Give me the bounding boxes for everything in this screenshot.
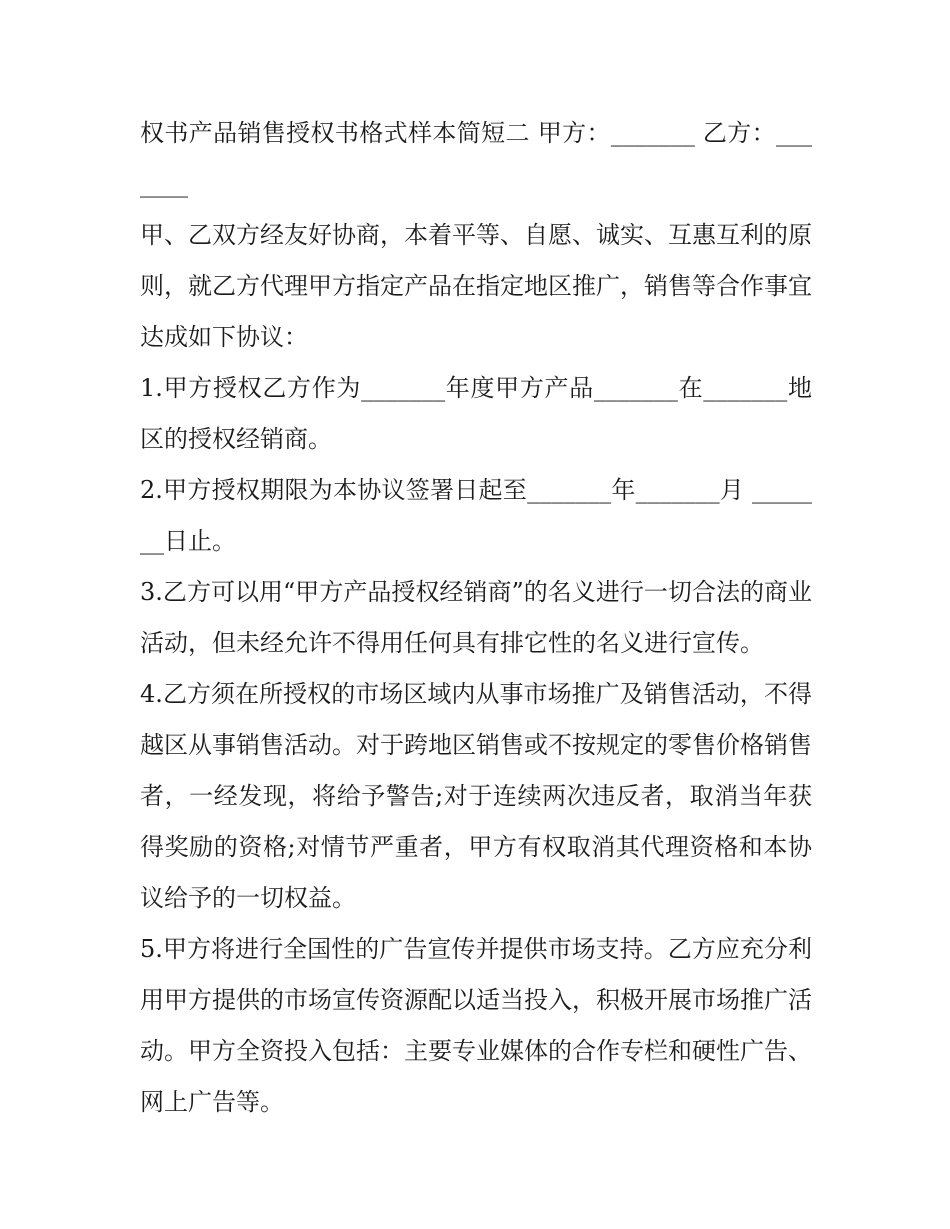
clause-5: 5.甲方将进行全国性的广告宣传并提供市场支持。乙方应充分利用甲方提供的市场宣传资源配以适当投入，积极开展市场推广活动。甲方全资投入包括：主要专业媒体的合作专栏和硬性广告、网上广告等。 <box>140 935 812 1116</box>
clause-3: 3.乙方可以用“甲方产品授权经销商”的名义进行一切合法的商业活动，但未经允许不得用任何具有排它性的名义进行宣传。 <box>140 578 812 657</box>
document-body <box>140 108 812 1128</box>
document-title-paragraph: 权书产品销售授权书格式样本简短二 甲方：_______ 乙方：_______ <box>140 119 812 198</box>
clause-1: 1.甲方授权乙方作为_______年度甲方产品_______在_______地区的授权经销商。 <box>140 374 812 453</box>
clause-4: 4.乙方须在所授权的市场区域内从事市场推广及销售活动，不得越区从事销售活动。对于跨地区销售或不按规定的零售价格销售者，一经发现，将给予警告;对于连续两次违反者，取消当年获得奖励的资格;对情节严重者，甲方有权取消其代理资格和本协议给予的一切权益。 <box>140 680 812 912</box>
clause-2: 2.甲方授权期限为本协议签署日起至_______年_______月 _______日止。 <box>140 476 812 555</box>
intro-paragraph: 甲、乙双方经友好协商，本着平等、自愿、诚实、互惠互利的原则，就乙方代理甲方指定产品在指定地区推广，销售等合作事宜达成如下协议： <box>140 221 812 351</box>
